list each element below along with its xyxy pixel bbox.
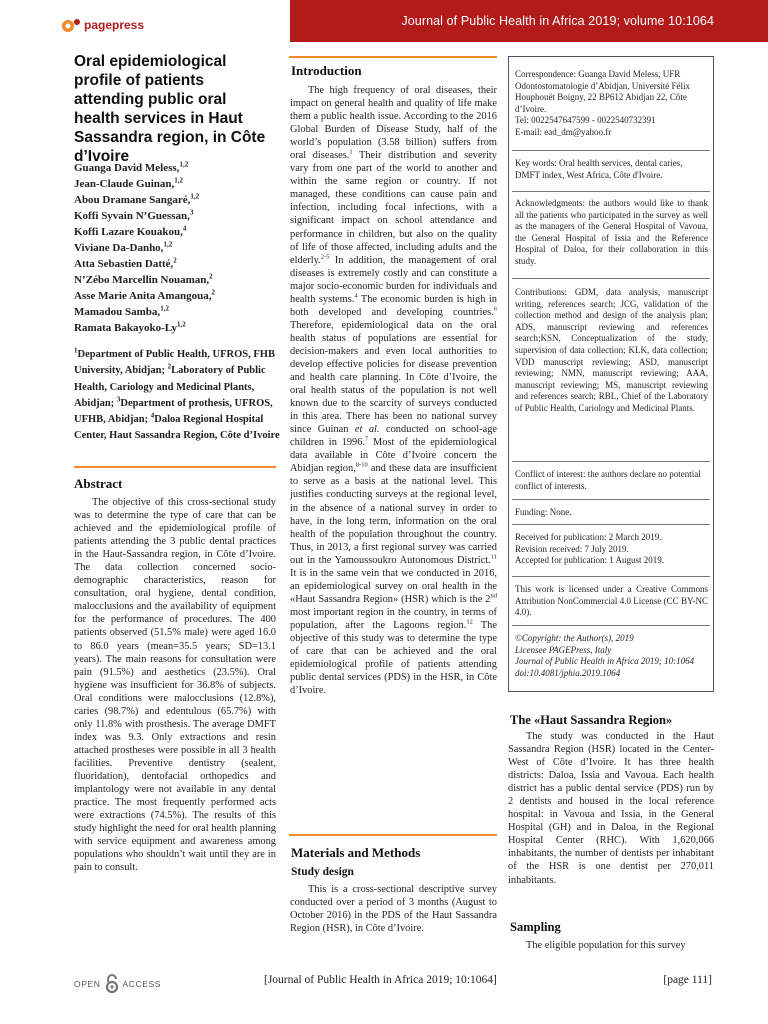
affiliations: $^1$Department of Public Health, UFROS, FHB University, Abidjan; $^2$Laboratory of Public Health, Cariology and Medicinal Plants, Abidjan; $^3$Department of prothesis, UFROS, UFHB, Abidjan; $^4$Daloa Regional Hospital Center, Haut Sassandra Region, Côte d’Ivoire	[74, 346, 280, 442]
article-title: Oral epidemiological profile of patients attending public oral health services in Haut Sassandra region, in Côte d’Ivoire	[74, 53, 266, 165]
divider	[512, 150, 710, 151]
sampling-text: The eligible population for this survey	[526, 940, 686, 951]
author-list	[74, 160, 284, 336]
abstract-rule	[74, 466, 276, 468]
acknowledgments: Acknowledgments: the authors would like to thank all the patients who participated in the survey as well as the managers of the General Hospital of Vavoua, the General Hospital of Issia and the Reference Hospital of Daloa, for their collaboration in this study.	[515, 198, 708, 266]
publisher-name: pagepress	[84, 18, 145, 32]
publication-dates: Received for publication: 2 March 2019. Revision received: 7 July 2019. Accepted for publication: 1 August 2019.	[515, 532, 664, 566]
contributions: Contributions: GDM, data analysis, manuscript writing, references search; JCG, validation of the collection method and design of the analysis plan; ADS, manuscript reviewing and references search;KSN, Conceptualization of the study, supervision of data collection; KLK, data collection; VDD manuscript reviewing; ASD, manuscript reviewing; NMN, manuscript reviewing; AAA, manuscript reviewing; MS, manuscript reviewing and references search; RBL, Chief of the Laboratory of Public Health, Cariology and Medicinal Plants.	[515, 287, 708, 413]
abstract-text: The objective of this cross-sectional study was to determine the type of care that can be achieved and the epidemiological profile of patients attending the 3 public dental practices in the Haut-Sassandra region, in Côte d’Ivoire. The data collection concerned socio-demographic characteristics, reason for consultation, oral hygiene, dental condition, malocclusions and the availability of equipment for the performance of procedures. The 400 patients observed (51.5% male) were aged 16.0 to 86.0 years (mean=35.5 years; SD=13.1 years). The main reasons for consultation were pain (91.5%) and aesthetics (23.5%). Oral hygiene was insufficient for 36.8% of subjects. Oral conditions were malocclusions (12.8%), caries (98.7%) and edentulous (65.7%) with only 11.8% with prosthesis. The average DMFT index was 9.3. Only extractions and resin attached prostheses were possible in all 3 health facilities. Preventive dentistry (sealent, fluoridation), dentofacial orthopedics and implantology were not available in any dental practice. The most frequently performed acts were extractions (74.5%). The results of this study highlight the need for oral health planning with service equipment and awareness among populations who shouldn’t wait until they are in pain to consult.	[74, 497, 276, 874]
open-access-logo: OPEN ACCESS	[74, 974, 161, 994]
divider	[512, 625, 710, 626]
author: Guanga David Meless,$^{1,2}$	[74, 160, 189, 174]
footer-citation: [Journal of Public Health in Africa 2019; 10:1064]	[264, 974, 497, 986]
divider	[512, 461, 710, 462]
open-access-lock-icon	[104, 974, 120, 994]
region-text: The study was conducted in the Haut Sassandra Region (HSR) located in the Center-West of Côte d’Ivoire. It has three health districts: Daloa, Issia and Vavoua. Each health district has a public dental service (PDS) run by 2 dentists and housed in the local reference hospital: in Vavoua and Issia, in the General Hospital (GH) and in Daloa, in the Regional Hospital Center (RHC). With 1,620,066 inhabitants, the number of dentists per inhabitant of the HSR is one dentist per 270,011 inhabitants.	[508, 731, 714, 886]
copyright-block: ©Copyright: the Author(s), 2019 Licensee PAGEPress, Italy Journal of Public Health in Africa 2019; 10:1064 doi:10.4081/jphia.2019.1064	[515, 633, 695, 678]
introduction-heading: Introduction	[291, 63, 362, 78]
author: Atta Sebastien Datté,$^2$	[74, 256, 177, 270]
author: Abou Dramane Sangaré,$^{1,2}$	[74, 192, 200, 206]
license-statement: This work is licensed under a Creative Commons Attribution NonCommercial 4.0 License (CC BY-NC 4.0).	[515, 584, 708, 618]
author: Koffi Syvain N’Guessan,$^3$	[74, 208, 194, 222]
author: Jean-Claude Guinan,$^{1,2}$	[74, 176, 183, 190]
author: N’Zébo Marcellin Nouaman,$^2$	[74, 272, 213, 286]
page-number: [page 111]	[663, 974, 712, 986]
study-design-heading: Study design	[291, 866, 354, 878]
author: Ramata Bakayoko-Ly$^{1,2}$	[74, 320, 186, 334]
funding: Funding: None.	[515, 507, 572, 517]
divider	[512, 499, 710, 500]
correspondence-block: Correspondence: Guanga David Meless, UFR Odontostomatologie d’Abidjan, Université Félix Houphouët Boigny, 22 BP612 Abidjan 22, Côte d’Ivoire. Tel: 0022547647599 - 0022540732391 E-mail: ead_dm@yahoo.fr	[515, 69, 690, 137]
journal-line: Journal of Public Health in Africa 2019; volume 10:1064	[401, 14, 714, 28]
introduction-rule	[289, 56, 497, 58]
methods-rule	[289, 834, 497, 836]
divider	[512, 576, 710, 577]
author: Koffi Lazare Kouakou,$^4$	[74, 224, 187, 238]
conflict-of-interest: Conflict of interest: the authors declare no potential conflict of interests.	[515, 469, 701, 491]
author: Asse Marie Anita Amangoua,$^2$	[74, 288, 215, 302]
region-heading: The «Haut Sassandra Region»	[510, 713, 673, 727]
author: Mamadou Samba,$^{1,2}$	[74, 304, 169, 318]
divider	[512, 524, 710, 525]
study-design-text: This is a cross-sectional descriptive survey conducted over a period of 3 months (August to October 2016) in the PDS of the Haut Sassandra Region (HSR), in Côte d’Ivoire.	[290, 884, 497, 935]
introduction-text: The high frequency of oral diseases, their impact on general health and quality of life make them a public health issue. According to the 2016 Global Burden of Disease Study, half of the world’s population (3.58 billion) suffers from oral diseases.$^1$ Their distribution and severity vary from one part of the world to another and within the same region or country. If not managed, these conditions can cause pain and infection, including focal infections, with a significant impact on school attendance and performance in children, but also on the quality of life of those affected, including adults and the elderly.$^{2-5}$ In addition, the management of oral diseases is extremely costly and can constitute a major socio-economic burden for individuals and health systems.$^4$ The economic burden is high in both developed and developing countries.$^6$ Therefore, epidemiological data on the oral health status of populations are essential for decision-makers and even local authorities to develop effective policies for disease prevention and health care planning. In Côte d’Ivoire, the oral health status of the population is not well known due to the scarcity of surveys conducted in this area. There has been no national survey since Guinan et al. conducted on school-age children in 1996.$^7$ Most of the epidemiological data available in Côte d’Ivoire concern the Abidjan region,$^{8-10}$ and these data are insufficient to serve as a basis at the national level. This justifies conducting surveys at the regional level, in the absence of a national survey in order to have, in the long term, information on the oral health of the population throughout the country. Thus, in 2013, a first regional survey was carried out in the Yamoussoukro Autonomous District.$^{11}$ It is in the same vein that we conducted in 2016, an epidemiological survey on oral health in the «Haut Sassandra Region» (HSR) which is the 2nd most important region in the country, in terms of population, after the Lagoons region.$^{12}$ The objective of this study was to determine the type of care that can be achieved and the oral epidemiological profile of patients attending public dental services (PDS) in the HSR, in Côte d’Ivoire.	[290, 85, 498, 697]
divider	[512, 278, 710, 279]
methods-heading: Materials and Methods	[291, 845, 421, 860]
keywords: Key words: Oral health services, dental caries, DMFT index, West Africa, Côte d'Ivoire.	[515, 158, 683, 180]
divider	[512, 191, 710, 192]
sampling-heading: Sampling	[510, 920, 561, 934]
pagepress-logo	[60, 14, 156, 38]
abstract-heading: Abstract	[74, 476, 123, 491]
author: Viviane Da-Danho,$^{1,2}$	[74, 240, 173, 254]
